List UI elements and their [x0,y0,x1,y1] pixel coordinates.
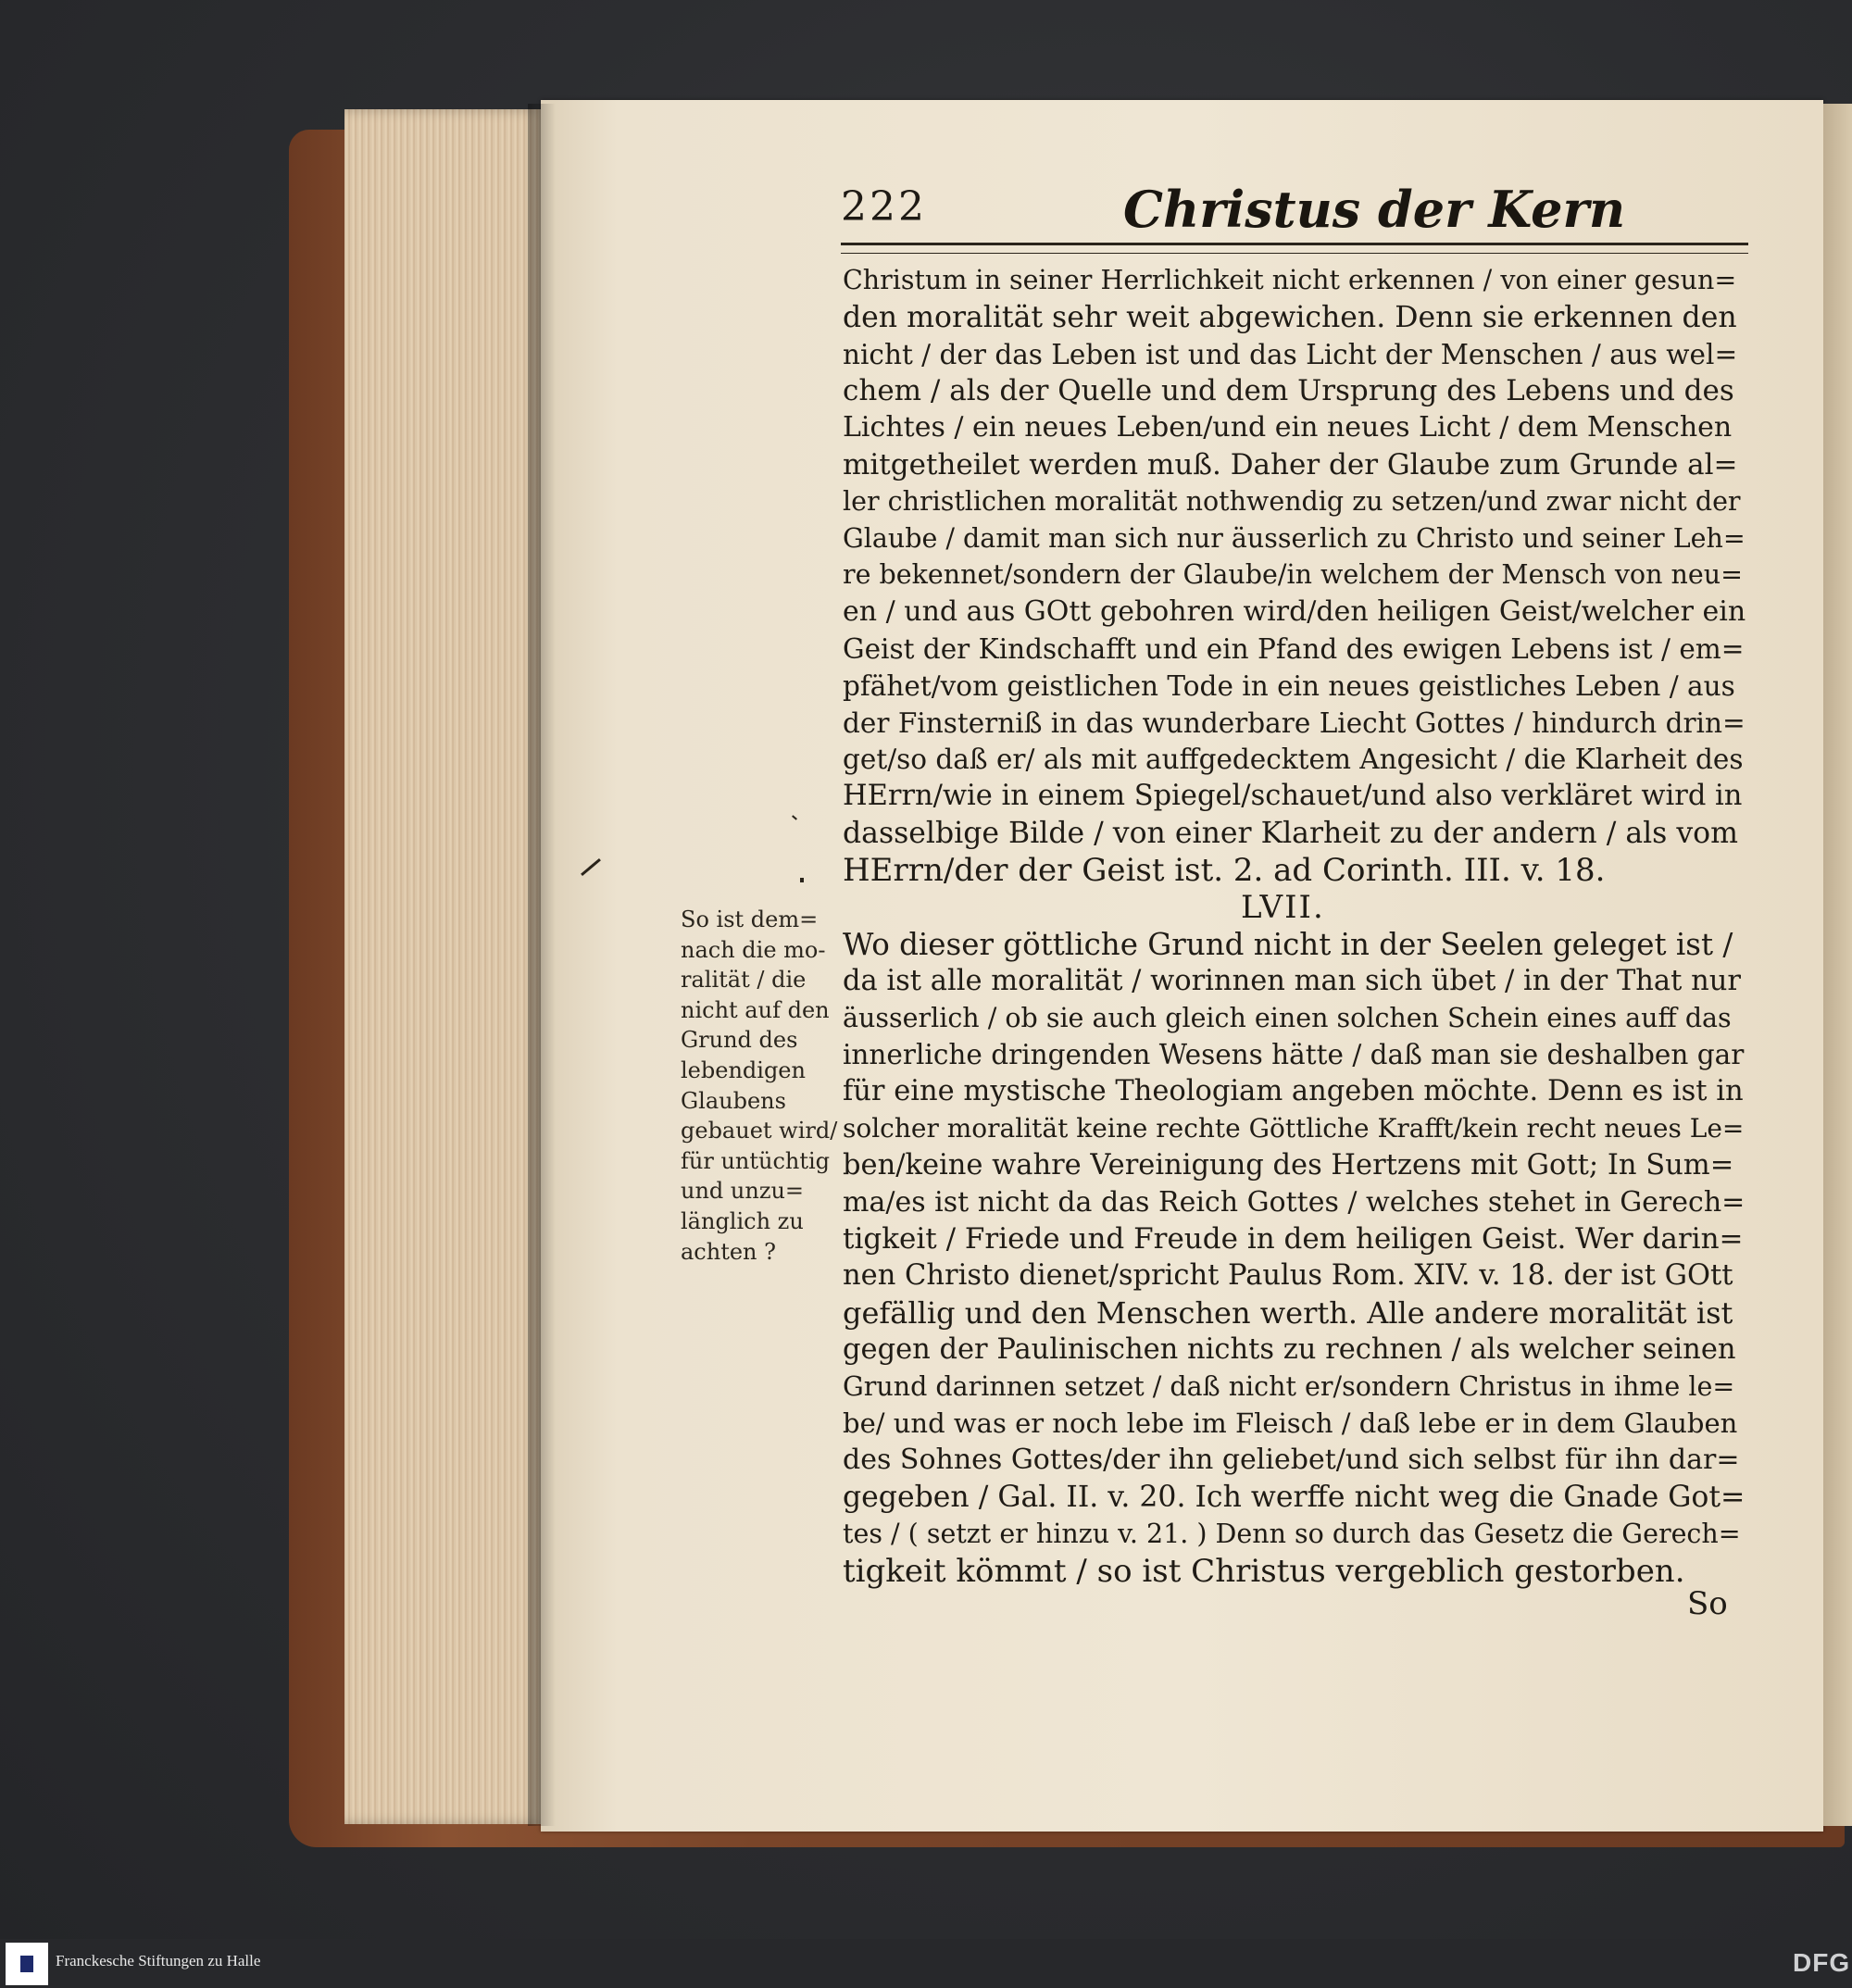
margin-note-line: So ist dem= [681,906,819,932]
running-title: Christus der Kern [1123,180,1626,239]
page-header [841,180,1748,248]
text-line: chem / als der Quelle und dem Ursprung des Lebens und des [843,374,1734,408]
text-line: ler christlichen moralität nothwendig zu setzen/und zwar nicht der [843,485,1741,517]
text-line: Christum in seiner Herrlichkeit nicht erkennen / von einer gesun= [843,265,1737,295]
margin-note-line: lebendigen [681,1057,806,1083]
margin-note-line: nach die mo- [681,936,826,963]
page-edges [344,109,544,1824]
text-line: Grund darinnen setzet / daß nicht er/sondern Christus in ihme le= [843,1370,1735,1402]
gutter-shadow [528,104,556,1826]
text-line: dasselbige Bilde / von einer Klarheit zu der andern / als vom [843,817,1738,850]
margin-note-line: für untüchtig [681,1147,831,1174]
text-line: tigkeit kömmt / so ist Christus vergeblich gestorben. [843,1553,1685,1589]
text-line: innerliche dringenden Wesens hätte / daß man sie deshalben gar [843,1039,1745,1071]
margin-note-line: Glaubens [681,1087,786,1114]
text-line: gegen der Paulinischen nichts zu rechnen / als welcher seinen [843,1332,1736,1366]
text-line: gegeben / Gal. II. v. 20. Ich werffe nicht weg die Gnade Got= [843,1481,1746,1514]
margin-note-line: Grund des [681,1027,798,1054]
dfg-logo: DFG [1793,1948,1851,1977]
text-line: tigkeit / Friede und Freude in dem heiligen Geist. Wer darin= [843,1222,1744,1257]
margin-note-line: und unzu= [681,1178,805,1205]
text-line: HErrn/wie in einem Spiegel/schauet/und also verkläret wird in [843,780,1743,813]
text-line: pfähet/vom geistlichen Tode in ein neues geistliches Leben / aus [843,669,1735,702]
text-line: des Sohnes Gottes/der ihn geliebet/und sich selbst für ihn dar= [843,1444,1740,1477]
margin-note-line: ralität / die [681,967,807,994]
text-line: get/so daß er/ als mit auffgedecktem Angesicht / die Klarheit des [843,744,1744,776]
text-line: für eine mystische Theologiam angeben möchte. Denn es ist in [843,1075,1744,1108]
catchword: So [1687,1585,1728,1622]
margin-note-line: länglich zu [681,1208,804,1234]
page-number: 222 [841,183,927,231]
text-line: ma/es ist nicht da das Reich Gottes / welches stehet in Gerech= [843,1185,1746,1219]
header-rule [841,243,1748,254]
text-line: Geist der Kindschafft und ein Pfand des ewigen Lebens ist / em= [843,633,1745,665]
text-line: be/ und was er noch lebe im Fleisch / daß lebe er in dem Glauben [843,1407,1738,1440]
text-line: den moralität sehr weit abgewichen. Denn sie erkennen den [843,300,1737,334]
text-line: Wo dieser göttliche Grund nicht in der Seelen geleget ist / [843,927,1733,962]
ink-dot [800,878,804,882]
viewer-footer [0,1939,1852,1988]
text-line: gefällig und den Menschen werth. Alle andere moralität ist [843,1295,1733,1331]
text-line: nicht / der das Leben ist und das Licht der Menschen / aus wel= [843,338,1738,370]
text-line: Lichtes / ein neues Leben/und ein neues Licht / dem Menschen [843,411,1733,444]
text-line: äusserlich / ob sie auch gleich einen solchen Schein eines auff das [843,1002,1732,1033]
section-numeral: LVII. [1241,889,1325,926]
text-line: ben/keine wahre Vereinigung des Hertzens mit Gott; In Sum= [843,1148,1734,1182]
institution-logo[interactable] [6,1943,48,1985]
text-line: re bekennet/sondern der Glaube/in welchem der Mensch von neu= [843,559,1743,591]
text-line: tes / ( setzt er hinzu v. 21. ) Denn so durch das Gesetz die Gerech= [843,1518,1741,1549]
text-line: mitgetheilet werden muß. Daher der Glaube zum Grunde al= [843,448,1738,481]
institution-name: Franckesche Stiftungen zu Halle [56,1952,261,1969]
text-line: en / und aus GOtt gebohren wird/den heiligen Geist/welcher ein [843,595,1746,629]
margin-note-line: achten ? [681,1238,777,1265]
facing-page-edge [1823,104,1852,1826]
margin-note-line: gebauet wird/ [681,1118,838,1144]
text-line: Glaube / damit man sich nur äusserlich zu Christo und seiner Leh= [843,522,1746,554]
text-line: nen Christo dienet/spricht Paulus Rom. XIV. v. 18. der ist GOtt [843,1259,1733,1293]
text-line: solcher moralität keine rechte Göttliche Krafft/kein recht neues Le= [843,1113,1745,1144]
margin-note-line: nicht auf den [681,996,830,1023]
text-line: da ist alle moralität / worinnen man sich übet / in der That nur [843,964,1741,997]
text-line: der Finsterniß in das wunderbare Liecht Gottes / hindurch drin= [843,706,1746,739]
text-line: HErrn/der der Geist ist. 2. ad Corinth. III. v. 18. [843,852,1606,888]
